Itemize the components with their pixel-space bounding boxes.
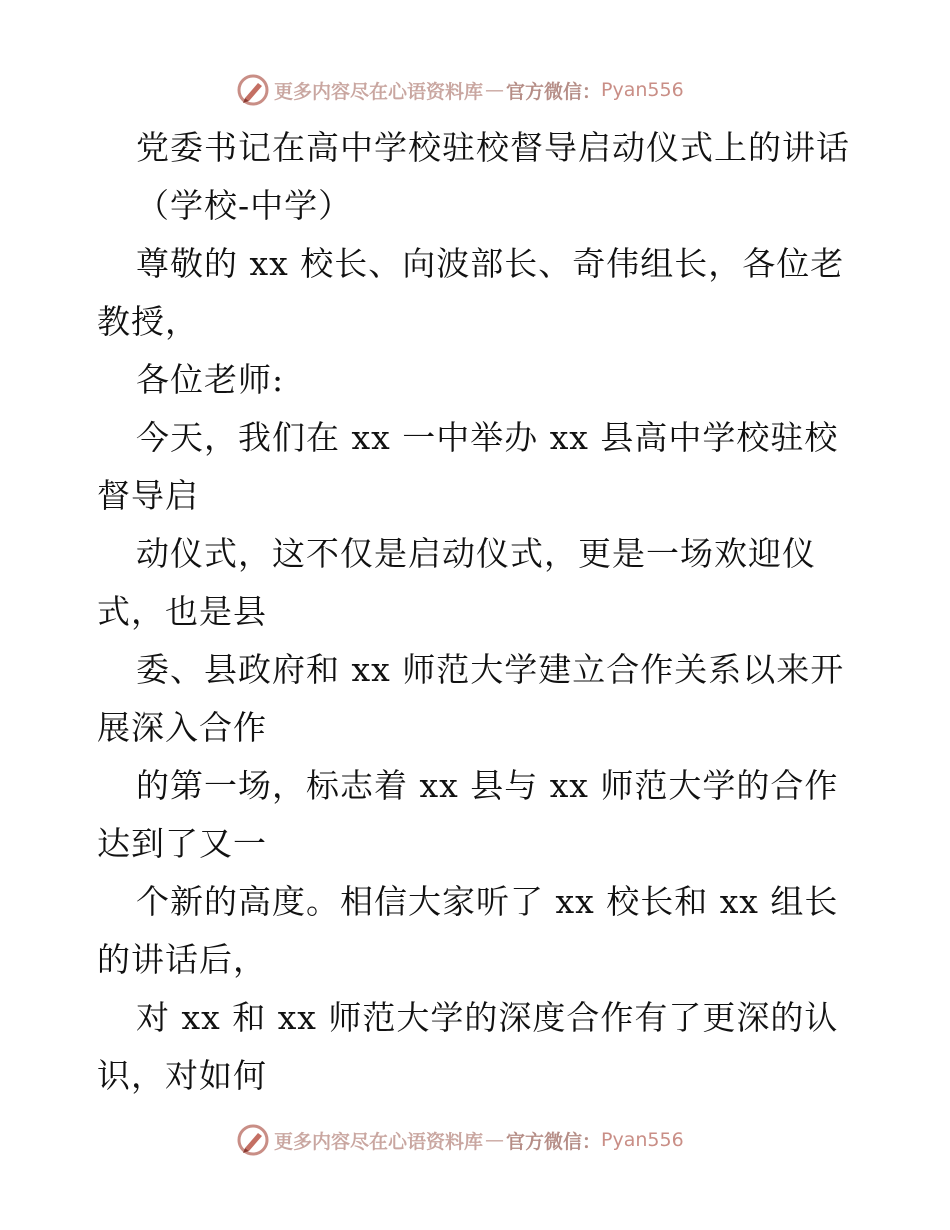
watermark-dash: — xyxy=(485,79,505,101)
text-line: 对 xx 和 xx 师范大学的深度合作有了更深的认 xyxy=(136,998,839,1037)
text-line: 委、县政府和 xx 师范大学建立合作关系以来开 xyxy=(136,650,845,689)
text-line: 展深入合作 xyxy=(97,708,267,747)
text-line: 今天，我们在 xx 一中举办 xx 县高中学校驻校 xyxy=(136,418,839,457)
document-subtitle: （学校-中学） xyxy=(136,186,353,225)
text-line: 的第一场，标志着 xx 县与 xx 师范大学的合作 xyxy=(136,766,839,805)
text-line: 尊敬的 xx 校长、向波部长、奇伟组长，各位老 xyxy=(136,244,845,283)
text-line: 各位老师: xyxy=(136,360,285,399)
text-line: 教授， xyxy=(97,302,199,341)
watermark-wechat-id: Pyan556 xyxy=(601,1129,684,1151)
watermark-main-text: 更多内容尽在心语资料库 xyxy=(274,1130,484,1153)
text-line: 识，对如何 xyxy=(97,1056,267,1095)
pen-logo-icon xyxy=(236,1123,270,1157)
text-line: 式，也是县 xyxy=(97,592,267,631)
watermark-dash: — xyxy=(485,1129,505,1151)
watermark-wechat-id: Pyan556 xyxy=(601,79,684,101)
document-title: 党委书记在高中学校驻校督导启动仪式上的讲话 xyxy=(136,128,850,167)
watermark-wechat-label: 官方微信： xyxy=(506,1130,602,1153)
text-line: 达到了又一 xyxy=(97,824,267,863)
text-line: 的讲话后， xyxy=(97,940,267,979)
watermark-wechat-label: 官方微信： xyxy=(506,80,602,103)
watermark-main-text: 更多内容尽在心语资料库 xyxy=(274,80,484,103)
footer-watermark xyxy=(236,1122,684,1158)
text-line: 个新的高度。相信大家听了 xx 校长和 xx 组长 xyxy=(136,882,839,921)
text-line: 动仪式，这不仅是启动仪式，更是一场欢迎仪 xyxy=(136,534,816,573)
text-line: 督导启 xyxy=(97,476,199,515)
